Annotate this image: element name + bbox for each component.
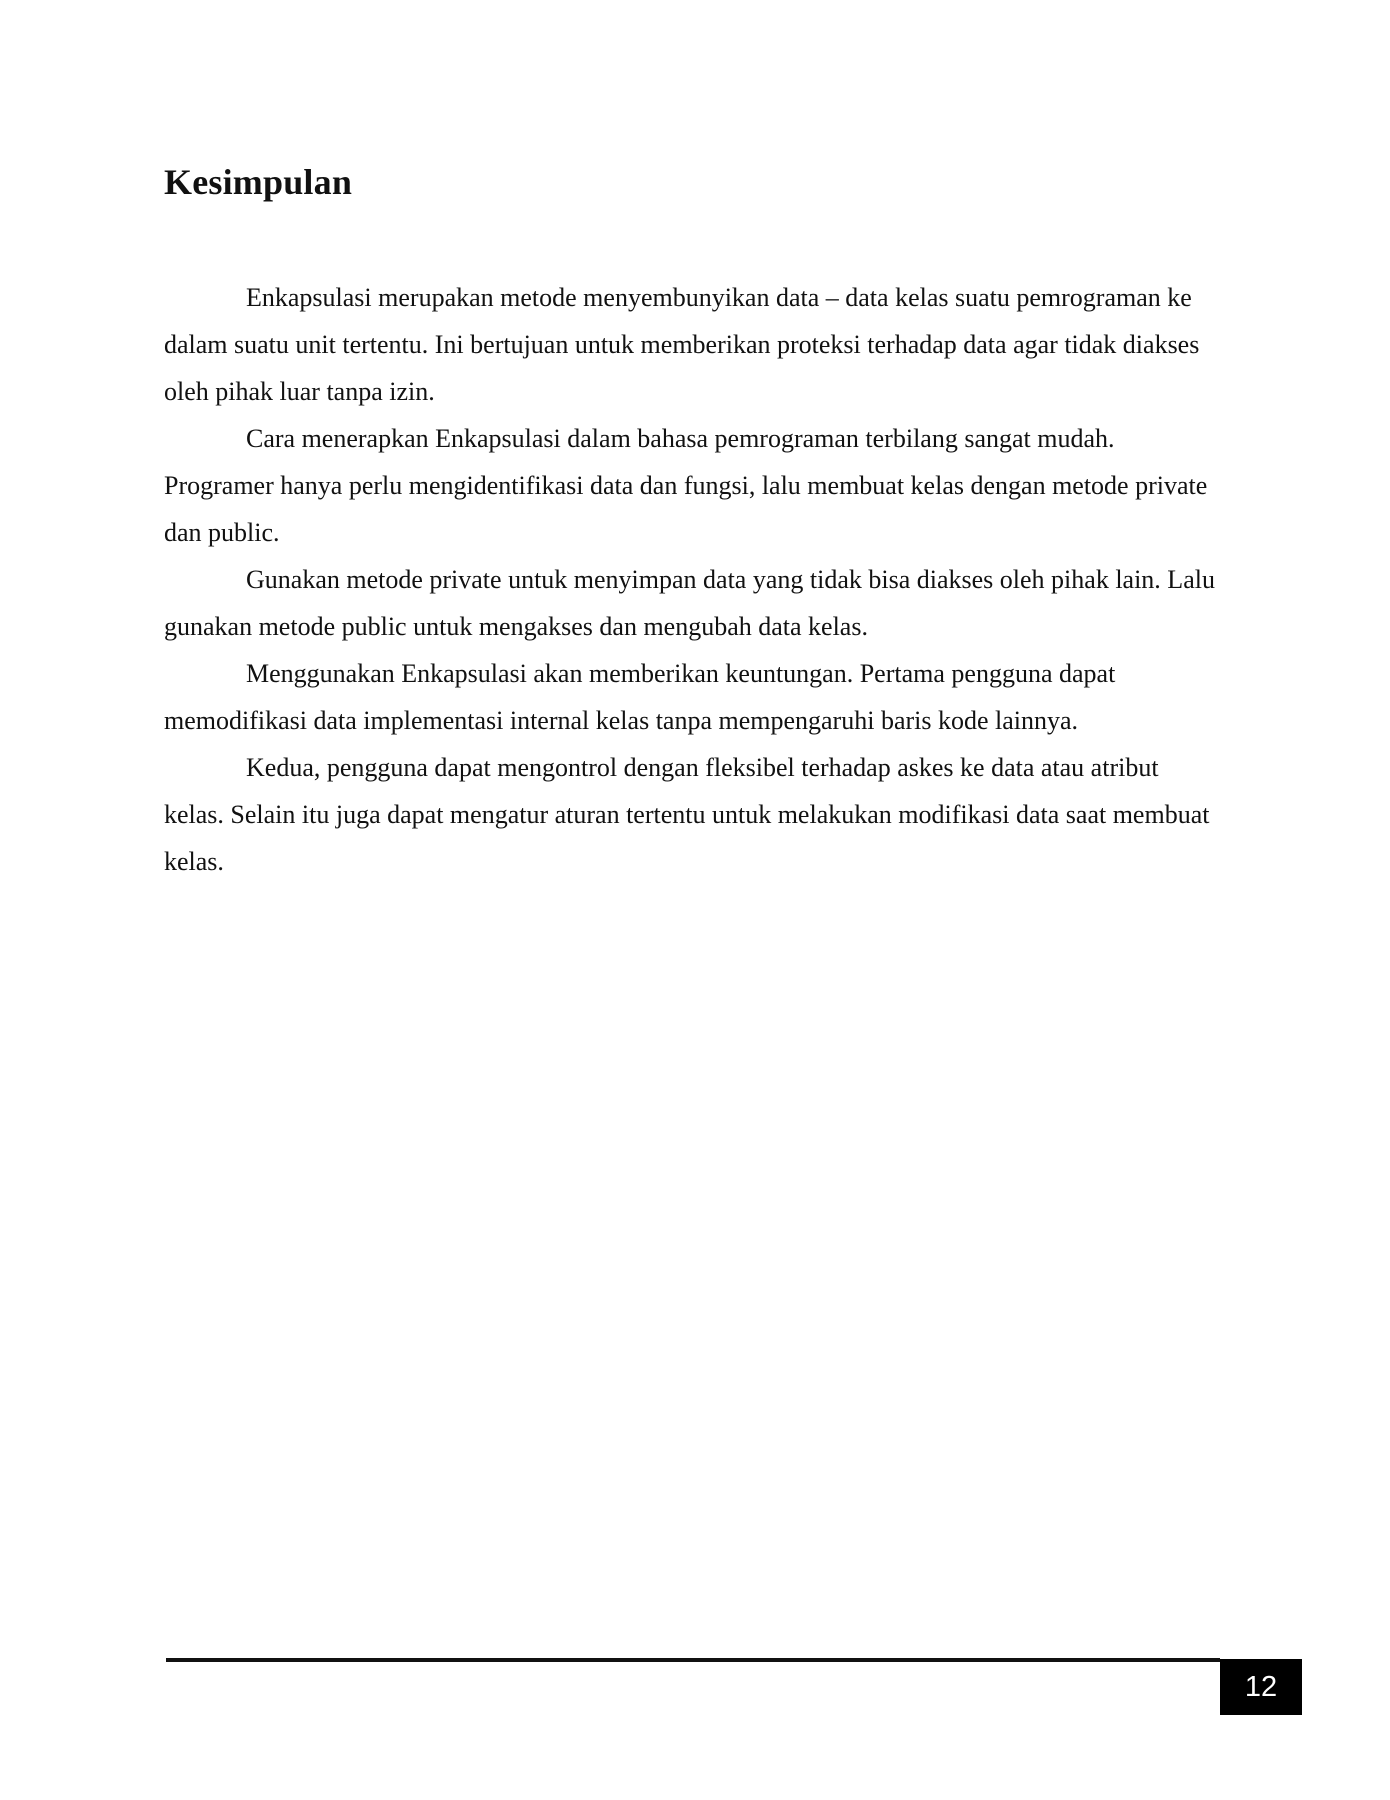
paragraph: Enkapsulasi merupakan metode menyembunyikan data – data kelas suatu pemrograman ke dalam suatu unit tertentu. Ini bertujuan untuk memberikan proteksi terhadap data agar tidak diakses oleh pihak luar tanpa izin. [164,283,1200,406]
footer-divider [166,1658,1220,1662]
page-number-badge: 12 [1220,1659,1302,1715]
paragraph: Gunakan metode private untuk menyimpan data yang tidak bisa diakses oleh pihak lain. Lalu gunakan metode public untuk mengakses dan mengubah data kelas. [164,565,1215,641]
paragraph: Cara menerapkan Enkapsulasi dalam bahasa pemrograman terbilang sangat mudah. Programer hanya perlu mengidentifikasi data dan fungsi, lalu membuat kelas dengan metode private dan public. [164,424,1208,547]
paragraph: Menggunakan Enkapsulasi akan memberikan keuntungan. Pertama pengguna dapat memodifikasi data implementasi internal kelas tanpa mempengaruhi baris kode lainnya. [164,659,1116,735]
paragraph: Kedua, pengguna dapat mengontrol dengan fleksibel terhadap askes ke data atau atribut kelas. Selain itu juga dapat mengatur aturan tertentu untuk melakukan modifikasi data saat membuat kelas. [164,753,1210,876]
body-text [164,274,1224,885]
section-heading: Kesimpulan [164,162,353,202]
